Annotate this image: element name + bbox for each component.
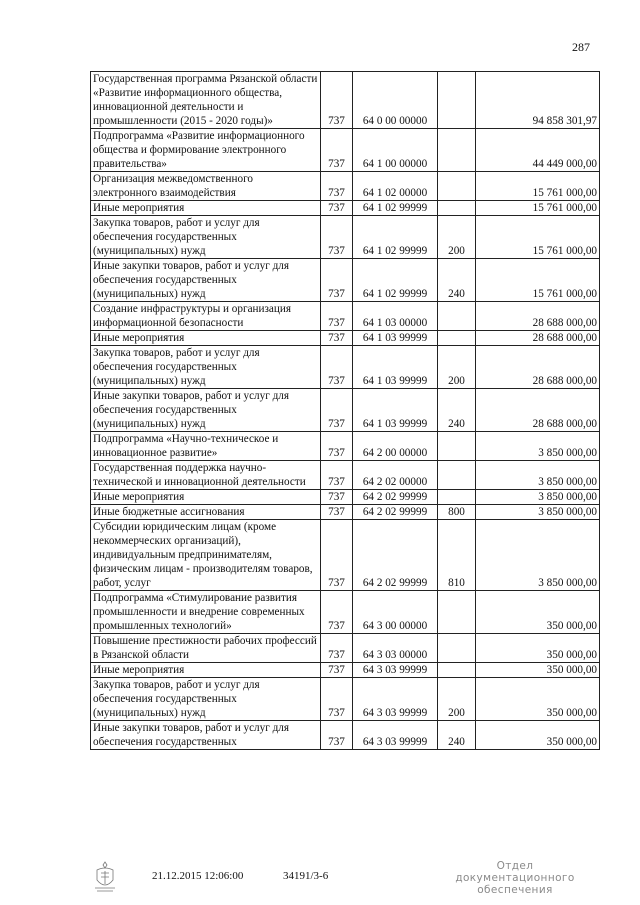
cell-vr [438, 634, 476, 663]
cell-name: Иные закупки товаров, работ и услуг для обеспечения государственных [91, 721, 321, 750]
cell-sum: 44 449 000,00 [476, 129, 600, 172]
cell-name: Подпрограмма «Развитие информационного общества и формирование электронного правительства» [91, 129, 321, 172]
budget-table [90, 71, 600, 750]
cell-ved: 737 [321, 129, 353, 172]
table-row [91, 201, 600, 216]
cell-vr: 810 [438, 520, 476, 591]
cell-vr: 200 [438, 346, 476, 389]
cell-csr: 64 3 03 00000 [353, 634, 438, 663]
cell-ved: 737 [321, 663, 353, 678]
cell-vr: 240 [438, 389, 476, 432]
cell-vr: 240 [438, 721, 476, 750]
cell-csr: 64 1 00 00000 [353, 129, 438, 172]
cell-vr [438, 172, 476, 201]
cell-vr: 240 [438, 259, 476, 302]
table-row [91, 505, 600, 520]
table-row [91, 216, 600, 259]
table-row [91, 634, 600, 663]
table-row [91, 331, 600, 346]
cell-ved: 737 [321, 72, 353, 129]
table-row [91, 461, 600, 490]
cell-vr [438, 72, 476, 129]
cell-sum: 3 850 000,00 [476, 505, 600, 520]
cell-csr: 64 2 02 99999 [353, 490, 438, 505]
table-row [91, 591, 600, 634]
footer-datetime: 21.12.2015 12:06:00 [152, 870, 244, 882]
cell-sum: 350 000,00 [476, 634, 600, 663]
table-row [91, 520, 600, 591]
cell-csr: 64 1 02 99999 [353, 201, 438, 216]
cell-name: Подпрограмма «Стимулирование развития промышленности и внедрение современных промышленных технологий» [91, 591, 321, 634]
table-row [91, 663, 600, 678]
cell-name: Подпрограмма «Научно-техническое и инновационное развитие» [91, 432, 321, 461]
cell-name: Повышение престижности рабочих профессий в Рязанской области [91, 634, 321, 663]
cell-sum: 350 000,00 [476, 721, 600, 750]
page-footer [0, 860, 640, 905]
cell-vr [438, 432, 476, 461]
cell-name: Закупка товаров, работ и услуг для обеспечения государственных (муниципальных) нужд [91, 346, 321, 389]
cell-sum: 350 000,00 [476, 591, 600, 634]
table-row [91, 129, 600, 172]
cell-name: Иные мероприятия [91, 490, 321, 505]
table-row [91, 389, 600, 432]
cell-ved: 737 [321, 490, 353, 505]
cell-sum: 28 688 000,00 [476, 346, 600, 389]
cell-csr: 64 1 03 99999 [353, 331, 438, 346]
cell-name: Иные закупки товаров, работ и услуг для обеспечения государственных (муниципальных) нужд [91, 389, 321, 432]
cell-vr: 800 [438, 505, 476, 520]
cell-csr: 64 0 00 00000 [353, 72, 438, 129]
cell-csr: 64 2 02 99999 [353, 520, 438, 591]
table-row [91, 72, 600, 129]
cell-sum: 3 850 000,00 [476, 461, 600, 490]
cell-sum: 3 850 000,00 [476, 520, 600, 591]
cell-ved: 737 [321, 591, 353, 634]
cell-csr: 64 2 00 00000 [353, 432, 438, 461]
cell-name: Субсидии юридическим лицам (кроме некоммерческих организаций), индивидуальным предпринимателям, физическим лицам - производителям товаров, работ, услуг [91, 520, 321, 591]
cell-name: Иные мероприятия [91, 663, 321, 678]
cell-sum: 28 688 000,00 [476, 389, 600, 432]
cell-ved: 737 [321, 461, 353, 490]
cell-csr: 64 1 03 99999 [353, 346, 438, 389]
cell-name: Закупка товаров, работ и услуг для обеспечения государственных (муниципальных) нужд [91, 216, 321, 259]
cell-sum: 28 688 000,00 [476, 331, 600, 346]
footer-department: Отдел документационного обеспечения [455, 860, 575, 896]
cell-sum: 15 761 000,00 [476, 201, 600, 216]
cell-vr [438, 302, 476, 331]
cell-csr: 64 3 03 99999 [353, 721, 438, 750]
cell-csr: 64 2 02 99999 [353, 505, 438, 520]
cell-sum: 3 850 000,00 [476, 432, 600, 461]
table-row [91, 259, 600, 302]
cell-sum: 350 000,00 [476, 678, 600, 721]
cell-ved: 737 [321, 678, 353, 721]
cell-sum: 15 761 000,00 [476, 216, 600, 259]
cell-csr: 64 3 00 00000 [353, 591, 438, 634]
cell-sum: 15 761 000,00 [476, 172, 600, 201]
table-row [91, 678, 600, 721]
cell-name: Закупка товаров, работ и услуг для обеспечения государственных (муниципальных) нужд [91, 678, 321, 721]
cell-ved: 737 [321, 432, 353, 461]
cell-ved: 737 [321, 634, 353, 663]
table-row [91, 302, 600, 331]
cell-ved: 737 [321, 331, 353, 346]
cell-vr [438, 591, 476, 634]
table-row [91, 490, 600, 505]
cell-vr [438, 331, 476, 346]
cell-sum: 350 000,00 [476, 663, 600, 678]
cell-ved: 737 [321, 346, 353, 389]
cell-csr: 64 1 02 99999 [353, 259, 438, 302]
cell-ved: 737 [321, 216, 353, 259]
cell-vr [438, 663, 476, 678]
budget-table-body [91, 72, 600, 750]
cell-name: Иные мероприятия [91, 331, 321, 346]
cell-ved: 737 [321, 389, 353, 432]
cell-name: Создание инфраструктуры и организация информационной безопасности [91, 302, 321, 331]
cell-csr: 64 1 03 00000 [353, 302, 438, 331]
cell-csr: 64 1 02 00000 [353, 172, 438, 201]
cell-name: Государственная программа Рязанской области «Развитие информационного общества, инновационной деятельности и промышленности (2015 - 2020 годы)» [91, 72, 321, 129]
cell-vr: 200 [438, 678, 476, 721]
cell-ved: 737 [321, 520, 353, 591]
cell-sum: 94 858 301,97 [476, 72, 600, 129]
cell-vr [438, 461, 476, 490]
cell-ved: 737 [321, 505, 353, 520]
cell-csr: 64 2 02 00000 [353, 461, 438, 490]
coat-of-arms-icon [92, 860, 118, 894]
cell-csr: 64 1 02 99999 [353, 216, 438, 259]
cell-ved: 737 [321, 302, 353, 331]
cell-ved: 737 [321, 721, 353, 750]
cell-sum: 15 761 000,00 [476, 259, 600, 302]
cell-sum: 28 688 000,00 [476, 302, 600, 331]
cell-csr: 64 1 03 99999 [353, 389, 438, 432]
cell-vr [438, 129, 476, 172]
cell-name: Иные бюджетные ассигнования [91, 505, 321, 520]
cell-name: Иные мероприятия [91, 201, 321, 216]
cell-vr [438, 490, 476, 505]
table-row [91, 346, 600, 389]
cell-sum: 3 850 000,00 [476, 490, 600, 505]
cell-ved: 737 [321, 259, 353, 302]
table-row [91, 721, 600, 750]
table-row [91, 432, 600, 461]
cell-vr: 200 [438, 216, 476, 259]
cell-ved: 737 [321, 201, 353, 216]
table-row [91, 172, 600, 201]
cell-csr: 64 3 03 99999 [353, 678, 438, 721]
footer-doc-number: 34191/3-6 [283, 870, 329, 882]
cell-ved: 737 [321, 172, 353, 201]
cell-vr [438, 201, 476, 216]
cell-name: Государственная поддержка научно-технической и инновационной деятельности [91, 461, 321, 490]
page-number: 287 [572, 40, 590, 54]
cell-csr: 64 3 03 99999 [353, 663, 438, 678]
cell-name: Организация межведомственного электронного взаимодействия [91, 172, 321, 201]
cell-name: Иные закупки товаров, работ и услуг для обеспечения государственных (муниципальных) нужд [91, 259, 321, 302]
